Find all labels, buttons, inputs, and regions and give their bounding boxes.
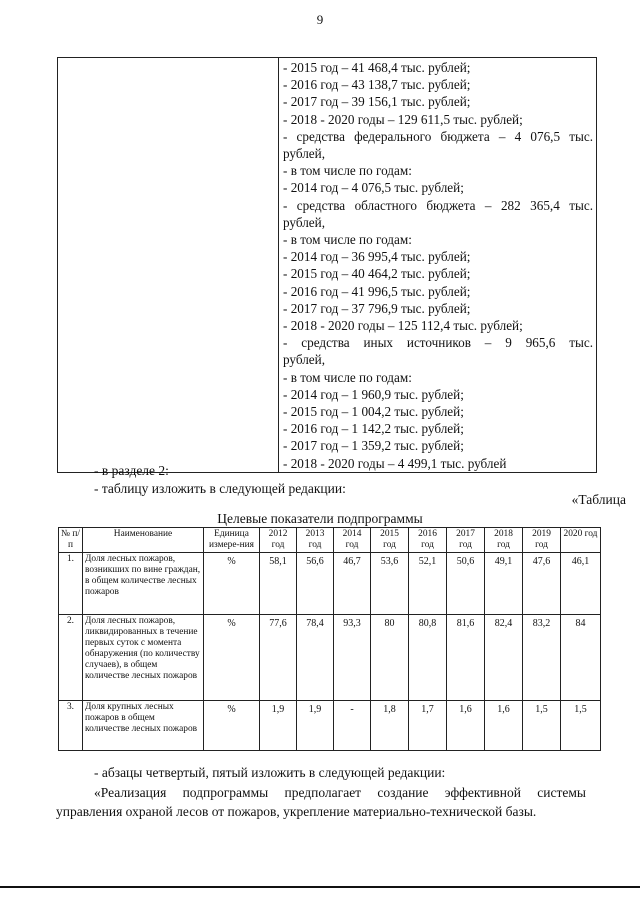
financing-line: - 2017 год – 39 156,1 тыс. рублей; (283, 94, 471, 110)
financing-line: - в том числе по годам: (283, 369, 412, 385)
table-header-row (59, 528, 601, 553)
financing-table-text-cell (279, 58, 597, 473)
header-year: 2019 год (523, 528, 561, 553)
row-value: 78,4 (297, 615, 334, 701)
financing-line: - средства федерального бюджета – 4 076,5 тыс. (283, 128, 593, 144)
row-value: 84 (561, 615, 601, 701)
row-value: 82,4 (485, 615, 523, 701)
financing-line: - 2016 год – 43 138,7 тыс. рублей; (283, 77, 471, 93)
section-note: - в разделе 2: (94, 463, 169, 478)
row-value: 93,3 (334, 615, 371, 701)
row-value: 1,9 (297, 701, 334, 751)
row-value: 1,5 (561, 701, 601, 751)
financing-line: - 2018 - 2020 годы – 125 112,4 тыс. рублей; (283, 318, 523, 334)
row-value: 1,6 (447, 701, 485, 751)
table-row (59, 553, 601, 615)
table-instruction: - таблицу изложить в следующей редакции: (94, 481, 346, 496)
row-value: 1,8 (371, 701, 409, 751)
row-value: 80 (371, 615, 409, 701)
row-name: Доля лесных пожаров, возникших по вине граждан, в общем количестве лесных пожаров (83, 553, 204, 615)
financing-line: - 2014 год – 1 960,9 тыс. рублей; (283, 386, 464, 402)
financing-line: - 2014 год – 4 076,5 тыс. рублей; (283, 180, 464, 196)
header-year: 2020 год (561, 528, 601, 553)
header-year: 2013 год (297, 528, 334, 553)
row-value: 1,6 (485, 701, 523, 751)
header-year: 2014 год (334, 528, 371, 553)
financing-line: - 2015 год – 41 468,4 тыс. рублей; (283, 60, 471, 75)
paragraph-instruction: - абзацы четвертый, пятый изложить в следующей редакции: (94, 765, 446, 780)
financing-line: рублей, (283, 146, 326, 162)
row-unit: % (204, 553, 260, 615)
table-row (59, 701, 601, 751)
row-value: 81,6 (447, 615, 485, 701)
financing-line: рублей, (283, 214, 326, 230)
row-name: Доля лесных пожаров, ликвидированных в течение первых суток с момента обнаружения (по количеству случаев), в общем количестве лесных пожаров (83, 615, 204, 701)
financing-line: - средства областного бюджета – 282 365,4 тыс. (283, 197, 593, 213)
header-year: 2017 год (447, 528, 485, 553)
financing-line: - 2017 год – 1 359,2 тыс. рублей; (283, 438, 464, 454)
financing-line: - 2018 - 2020 годы – 4 499,1 тыс. рублей (283, 455, 507, 471)
financing-line: - в том числе по годам: (283, 232, 412, 248)
header-year: 2018 год (485, 528, 523, 553)
row-name: Доля крупных лесных пожаров в общем количестве лесных пожаров (83, 701, 204, 751)
financing-line: - в том числе по годам: (283, 163, 412, 179)
row-value: 46,7 (334, 553, 371, 615)
row-value: - (334, 701, 371, 751)
target-indicators-table (58, 527, 601, 751)
financing-line: - 2014 год – 36 995,4 тыс. рублей; (283, 249, 471, 265)
row-value: 1,7 (409, 701, 447, 751)
row-unit: % (204, 615, 260, 701)
row-value: 1,9 (260, 701, 297, 751)
table-row (59, 615, 601, 701)
row-value: 49,1 (485, 553, 523, 615)
row-value: 58,1 (260, 553, 297, 615)
financing-table-empty-cell (58, 58, 279, 473)
table-label: «Таблица (571, 492, 626, 507)
header-unit: Единица измере-ния (204, 528, 260, 553)
row-value: 56,6 (297, 553, 334, 615)
row-value: 47,6 (523, 553, 561, 615)
table-title: Целевые показатели подпрограммы (217, 511, 423, 526)
financing-line: - 2017 год – 37 796,9 тыс. рублей; (283, 300, 471, 316)
row-num: 3. (59, 701, 83, 751)
page-number: 9 (316, 12, 324, 27)
row-value: 83,2 (523, 615, 561, 701)
financing-line: - 2016 год – 41 996,5 тыс. рублей; (283, 283, 471, 299)
financing-line: - 2016 год – 1 142,2 тыс. рублей; (283, 421, 464, 437)
row-num: 1. (59, 553, 83, 615)
row-value: 46,1 (561, 553, 601, 615)
row-unit: % (204, 701, 260, 751)
footer-rule (0, 886, 640, 888)
row-value: 50,6 (447, 553, 485, 615)
header-name: Наименование (83, 528, 204, 553)
row-value: 80,8 (409, 615, 447, 701)
row-value: 77,6 (260, 615, 297, 701)
row-value: 52,1 (409, 553, 447, 615)
financing-line: рублей, (283, 352, 326, 368)
row-num: 2. (59, 615, 83, 701)
financing-table (57, 57, 597, 473)
header-num: № п/п (59, 528, 83, 553)
financing-line: - средства иных источников – 9 965,6 тыс. (283, 335, 593, 351)
financing-line: - 2015 год – 40 464,2 тыс. рублей; (283, 266, 471, 282)
financing-line: - 2018 - 2020 годы – 129 611,5 тыс. рублей; (283, 111, 523, 127)
closing-paragraph: «Реализация подпрограммы предполагает создание эффективной системы управления охраной лесов от пожаров, укрепление материально-технической базы. (56, 785, 586, 819)
header-year: 2016 год (409, 528, 447, 553)
row-value: 1,5 (523, 701, 561, 751)
financing-line: - 2015 год – 1 004,2 тыс. рублей; (283, 404, 464, 420)
row-value: 53,6 (371, 553, 409, 615)
header-year: 2015 год (371, 528, 409, 553)
header-year: 2012 год (260, 528, 297, 553)
